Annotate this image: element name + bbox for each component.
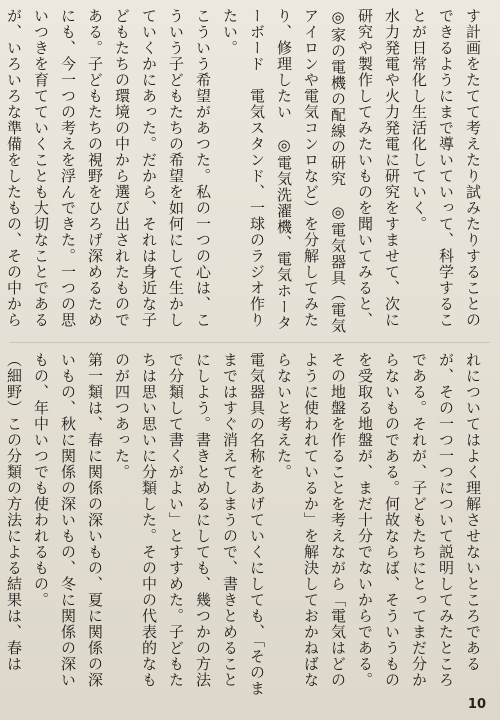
paragraph: 電気器具の名称をあげていくにしても、「そのままではすぐ消えてしまうので、書きとめることにしよう。書きとめるにしても、幾つかの方法で分類して書くがよい」とすすめた。子どもたちは思い思いに分類した。その中の代表的なものが四つあった。 bbox=[113, 352, 266, 697]
paragraph: 第一類は、春に関係の深いもの、夏に関係の深いもの、秋に関係の深いもの、冬に関係の深いもの、年中いつでも使われるもの。 bbox=[32, 352, 104, 688]
paragraph: 水力発電や火力発電に研究をすませて、次に研究や製作してみたいものを聞いてみると、 bbox=[356, 8, 401, 328]
paragraph: こういう希望があつた。私の一つの心は、こういう子どもたちの希望を如何にして生かしていくかにあった。だから、それは身近な子どもたちの環境の中から選び出されたものである。子どもたちの視野をひろげ深めるためにも、今一つの考えを浮んできた。一つの思いつきを育てていくことも大切なことであるが、いろいろな準備をしたもの、その中から bbox=[5, 8, 212, 328]
column-divider bbox=[10, 342, 490, 343]
lower-text-block bbox=[5, 352, 486, 698]
paragraph: （細野）この分類の方法による結果は、春は bbox=[5, 352, 23, 672]
paragraph: ◎家の電機の配線の研究 ◎電気器具（電気アイロンや電気コンロなど）を分解してみたり、修理したい ◎電気洗濯機、電気ホーターボード 電気スタンド、一球のラジオ作りたい。 bbox=[221, 8, 347, 334]
page-number: 10 bbox=[467, 697, 486, 712]
upper-text-block bbox=[5, 8, 486, 338]
paragraph: れについてはよく理解させないところであるが、その一つ一つについて説明してみたところである。それが、子どもたちにとってまだ分からないものである。何故ならば、そういうものを受取る地盤が、まだ十分でないからである。その地盤を作ることを考えながら「電気はどのように使われているか」を解決しておかねばならないと考えた。 bbox=[275, 352, 482, 688]
paragraph: す計画をたてて考えたり試みたりすることのできるようにまで導いていって、科学することが日常化し生活化していく。 bbox=[410, 8, 482, 328]
